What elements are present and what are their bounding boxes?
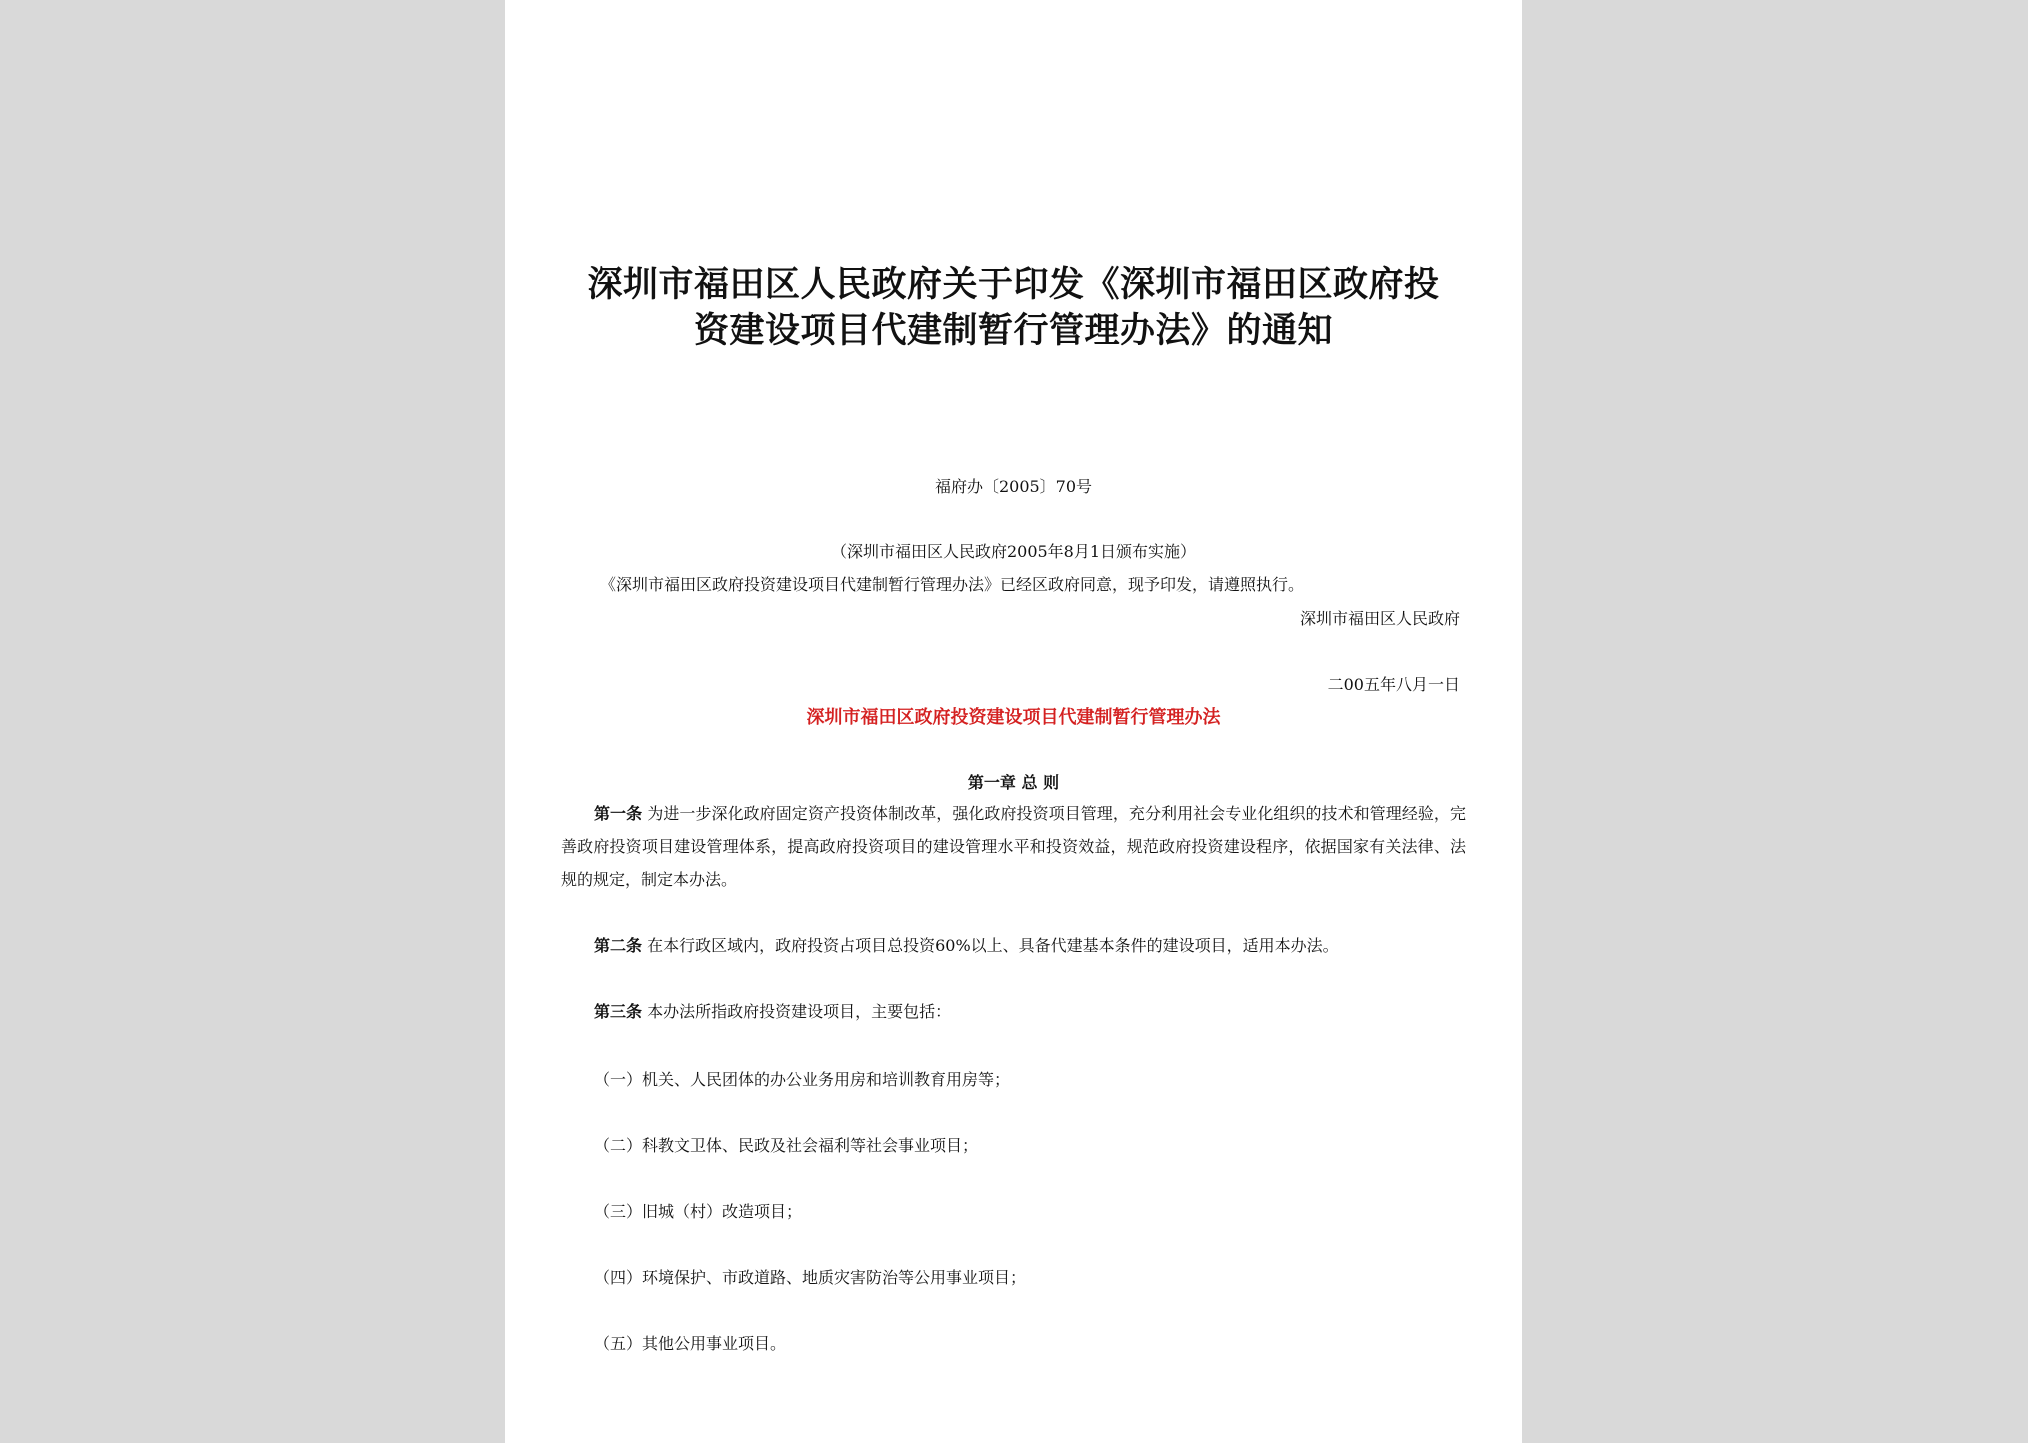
article-1 xyxy=(561,797,1466,896)
article-3 xyxy=(561,995,1466,1028)
document-title-line-1: 深圳市福田区人民政府关于印发《深圳市福田区政府投 xyxy=(587,264,1440,305)
list-item-3: （三）旧城（村）改造项目； xyxy=(594,1202,803,1221)
article-2 xyxy=(561,929,1466,962)
article-2-text: 在本行政区域内，政府投资占项目总投资60%以上、具备代建基本条件的建设项目，适用本办法。 xyxy=(647,936,1339,955)
issuer-name: 深圳市福田区人民政府 xyxy=(1299,609,1460,628)
intro-text: 《深圳市福田区政府投资建设项目代建制暂行管理办法》已经区政府同意，现予印发，请遵照执行。 xyxy=(600,575,1305,594)
chapter-title: 第一章 总 则 xyxy=(967,773,1060,792)
article-3-text: 本办法所指政府投资建设项目，主要包括： xyxy=(647,1002,952,1021)
document-number: 福府办〔2005〕70号 xyxy=(934,477,1093,496)
article-2-label: 第二条 xyxy=(594,936,643,955)
article-3-label: 第三条 xyxy=(594,1002,643,1021)
document-page xyxy=(505,0,1522,1443)
article-1-text: 为进一步深化政府固定资产投资体制改革，强化政府投资项目管理，充分利用社会专业化组织的技术和管理经验，完善政府投资项目建设管理体系，提高政府投资项目的建设管理水平和投资效益，规范政府投资建设程序，依据国家有关法律、法规的规定，制定本办法。 xyxy=(561,804,1466,889)
list-item-5: （五）其他公用事业项目。 xyxy=(594,1334,787,1353)
document-title xyxy=(561,262,1466,354)
document-title-line-2: 资建设项目代建制暂行管理办法》的通知 xyxy=(693,310,1333,351)
issue-date: 二00五年八月一日 xyxy=(1327,675,1460,694)
list-item-1: （一）机关、人民团体的办公业务用房和培训教育用房等； xyxy=(594,1070,1011,1089)
issued-note: （深圳市福田区人民政府2005年8月1日颁布实施） xyxy=(830,542,1197,561)
list-item-4: （四）环境保护、市政道路、地质灾害防治等公用事业项目； xyxy=(594,1268,1027,1287)
list-item-2: （二）科教文卫体、民政及社会福利等社会事业项目； xyxy=(594,1136,979,1155)
article-1-label: 第一条 xyxy=(594,804,643,823)
measures-title: 深圳市福田区政府投资建设项目代建制暂行管理办法 xyxy=(806,707,1221,728)
